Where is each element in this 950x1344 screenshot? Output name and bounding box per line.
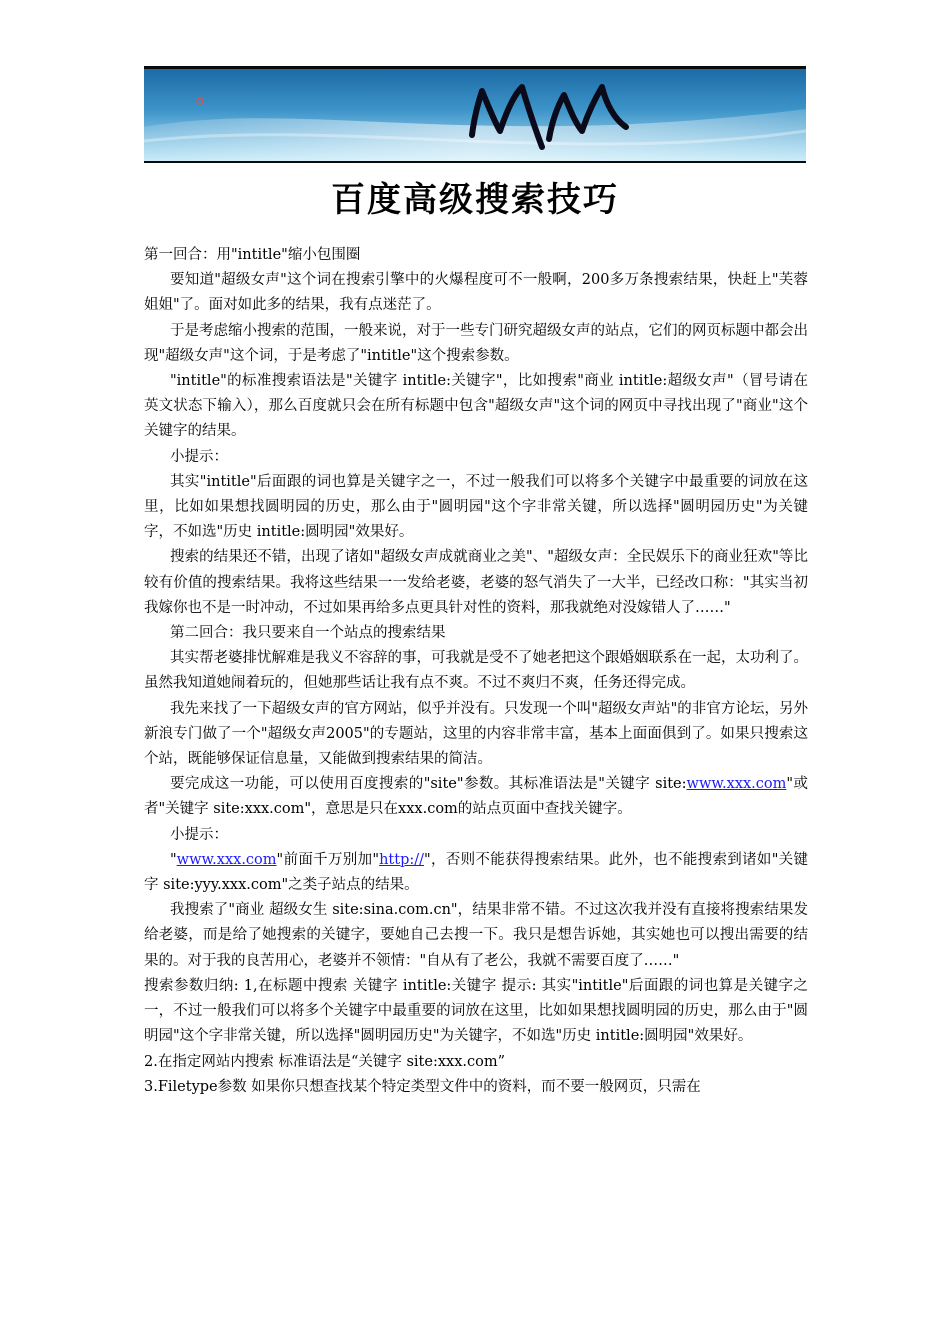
paragraph: 要知道"超级女声"这个词在搜索引擎中的火爆程度可不一般啊，200多万条搜索结果，快赶上"芙蓉姐姐"了。面对如此多的结果，我有点迷茫了。 [144,272,808,314]
summary-paragraph: 搜索参数归纳: 1,在标题中搜索 关键字 intitle:关键字 提示: 其实"intitle"后面跟的词也算是关键字之一，不过一般我们可以将多个关键字中最重要的词放在这里，比如如果想找圆明园的历史，那么由于"圆明园"这个字非常关键，所以选择"圆明园历史"为关键字，不如选"历史 intitle:圆明园"效果好。 [144,977,808,1045]
summary-item-2: 2.在指定网站内搜索 标准语法是“关键字 site:xxx.com” [144,1053,505,1070]
tip-heading: 小提示： [170,826,228,843]
paragraph [144,848,808,898]
section-heading-1: 第一回合：用"intitle"缩小包围圈 [144,247,361,263]
paragraph: "intitle"的标准搜索语法是"关键字 intitle:关键字"，比如搜索"商业 intitle:超级女声"（冒号请在英文状态下输入），那么百度就只会在所有标题中包含"超级女声"这个词的网页中寻找出现了"商业"这个关键字的结果。 [144,373,808,440]
paragraph: 其实"intitle"后面跟的词也算是关键字之一，不过一般我们可以将多个关键字中最重要的词放在这里，比如如果想找圆明园的历史，那么由于"圆明园"这个字非常关键，所以选择"圆明园历史"为关键字，不如选"历史 intitle:圆明园"效果好。 [144,473,808,541]
paragraph: 我先来找了一下超级女声的官方网站，似乎并没有。只发现一个叫"超级女声站"的非官方论坛，另外新浪专门做了一个"超级女声2005"的专题站，这里的内容非常丰富，基本上面面俱到了。如果只搜索这个站，既能够保证信息量，又能做到搜索结果的简洁。 [144,700,808,768]
paragraph: 其实帮老婆排忧解难是我义不容辞的事，可我就是受不了她老把这个跟婚姻联系在一起，太功利了。虽然我知道她闹着玩的，但她那些话让我有点不爽。不过不爽归不爽，任务还得完成。 [144,650,808,692]
text: "，否则不能获得搜索结果。此外，也不能搜索到诸如"关键字 site:yyy.xxx.com"之类子站点的结果。 [144,851,808,894]
document-body [144,243,808,1100]
paragraph [144,772,808,822]
document-title: 百度高级搜索技巧 [331,180,619,220]
tip-heading: 小提示： [170,448,228,465]
paragraph: 搜索的结果还不错，出现了诸如"超级女声成就商业之美"、"超级女声：全民娱乐下的商业狂欢"等比较有价值的搜索结果。我将这些结果一一发给老婆，老婆的怒气消失了一大半，已经改口称："其实当初我嫁你也不是一时冲动，不过如果再给多点更具针对性的资料，那我就绝对没嫁错人了……" [144,549,808,616]
paragraph: 我搜索了"商业 超级女生 site:sina.com.cn"，结果非常不错。不过这次我并没有直接将搜索结果发给老婆，而是给了她搜索的关键字，要她自己去搜一下。我只是想告诉她，其实她也可以搜出需要的结果的。对于我的良苦用心，老婆并不领情："自从有了老公，我就不需要百度了……" [144,902,808,969]
site-link[interactable]: www.xxx.com [176,851,277,868]
text: " [170,851,177,868]
summary-item-3: 3.Filetype参数 如果你只想查找某个特定类型文件中的资料，而不要一般网页，只需在 [144,1078,701,1095]
text: 要完成这一功能，可以使用百度搜索的"site"参数。其标准语法是"关键字 site: [170,776,687,793]
text: "或者"关键字 site:xxx.com"，意思是只在xxx.com的站点页面中查找关键字。 [144,776,808,818]
section-heading-2: 第二回合：我只要来自一个站点的搜索结果 [170,625,446,642]
paragraph: 于是考虑缩小搜索的范围，一般来说，对于一些专门研究超级女声的站点，它们的网页标题中都会出现"超级女声"这个词，于是考虑了"intitle"这个搜索参数。 [144,322,808,364]
site-link[interactable]: www.xxx.com [686,776,787,793]
header-banner [144,66,806,163]
banner-image [144,69,806,161]
http-link[interactable]: http:// [379,851,425,868]
text: "前面千万别加" [276,851,380,868]
